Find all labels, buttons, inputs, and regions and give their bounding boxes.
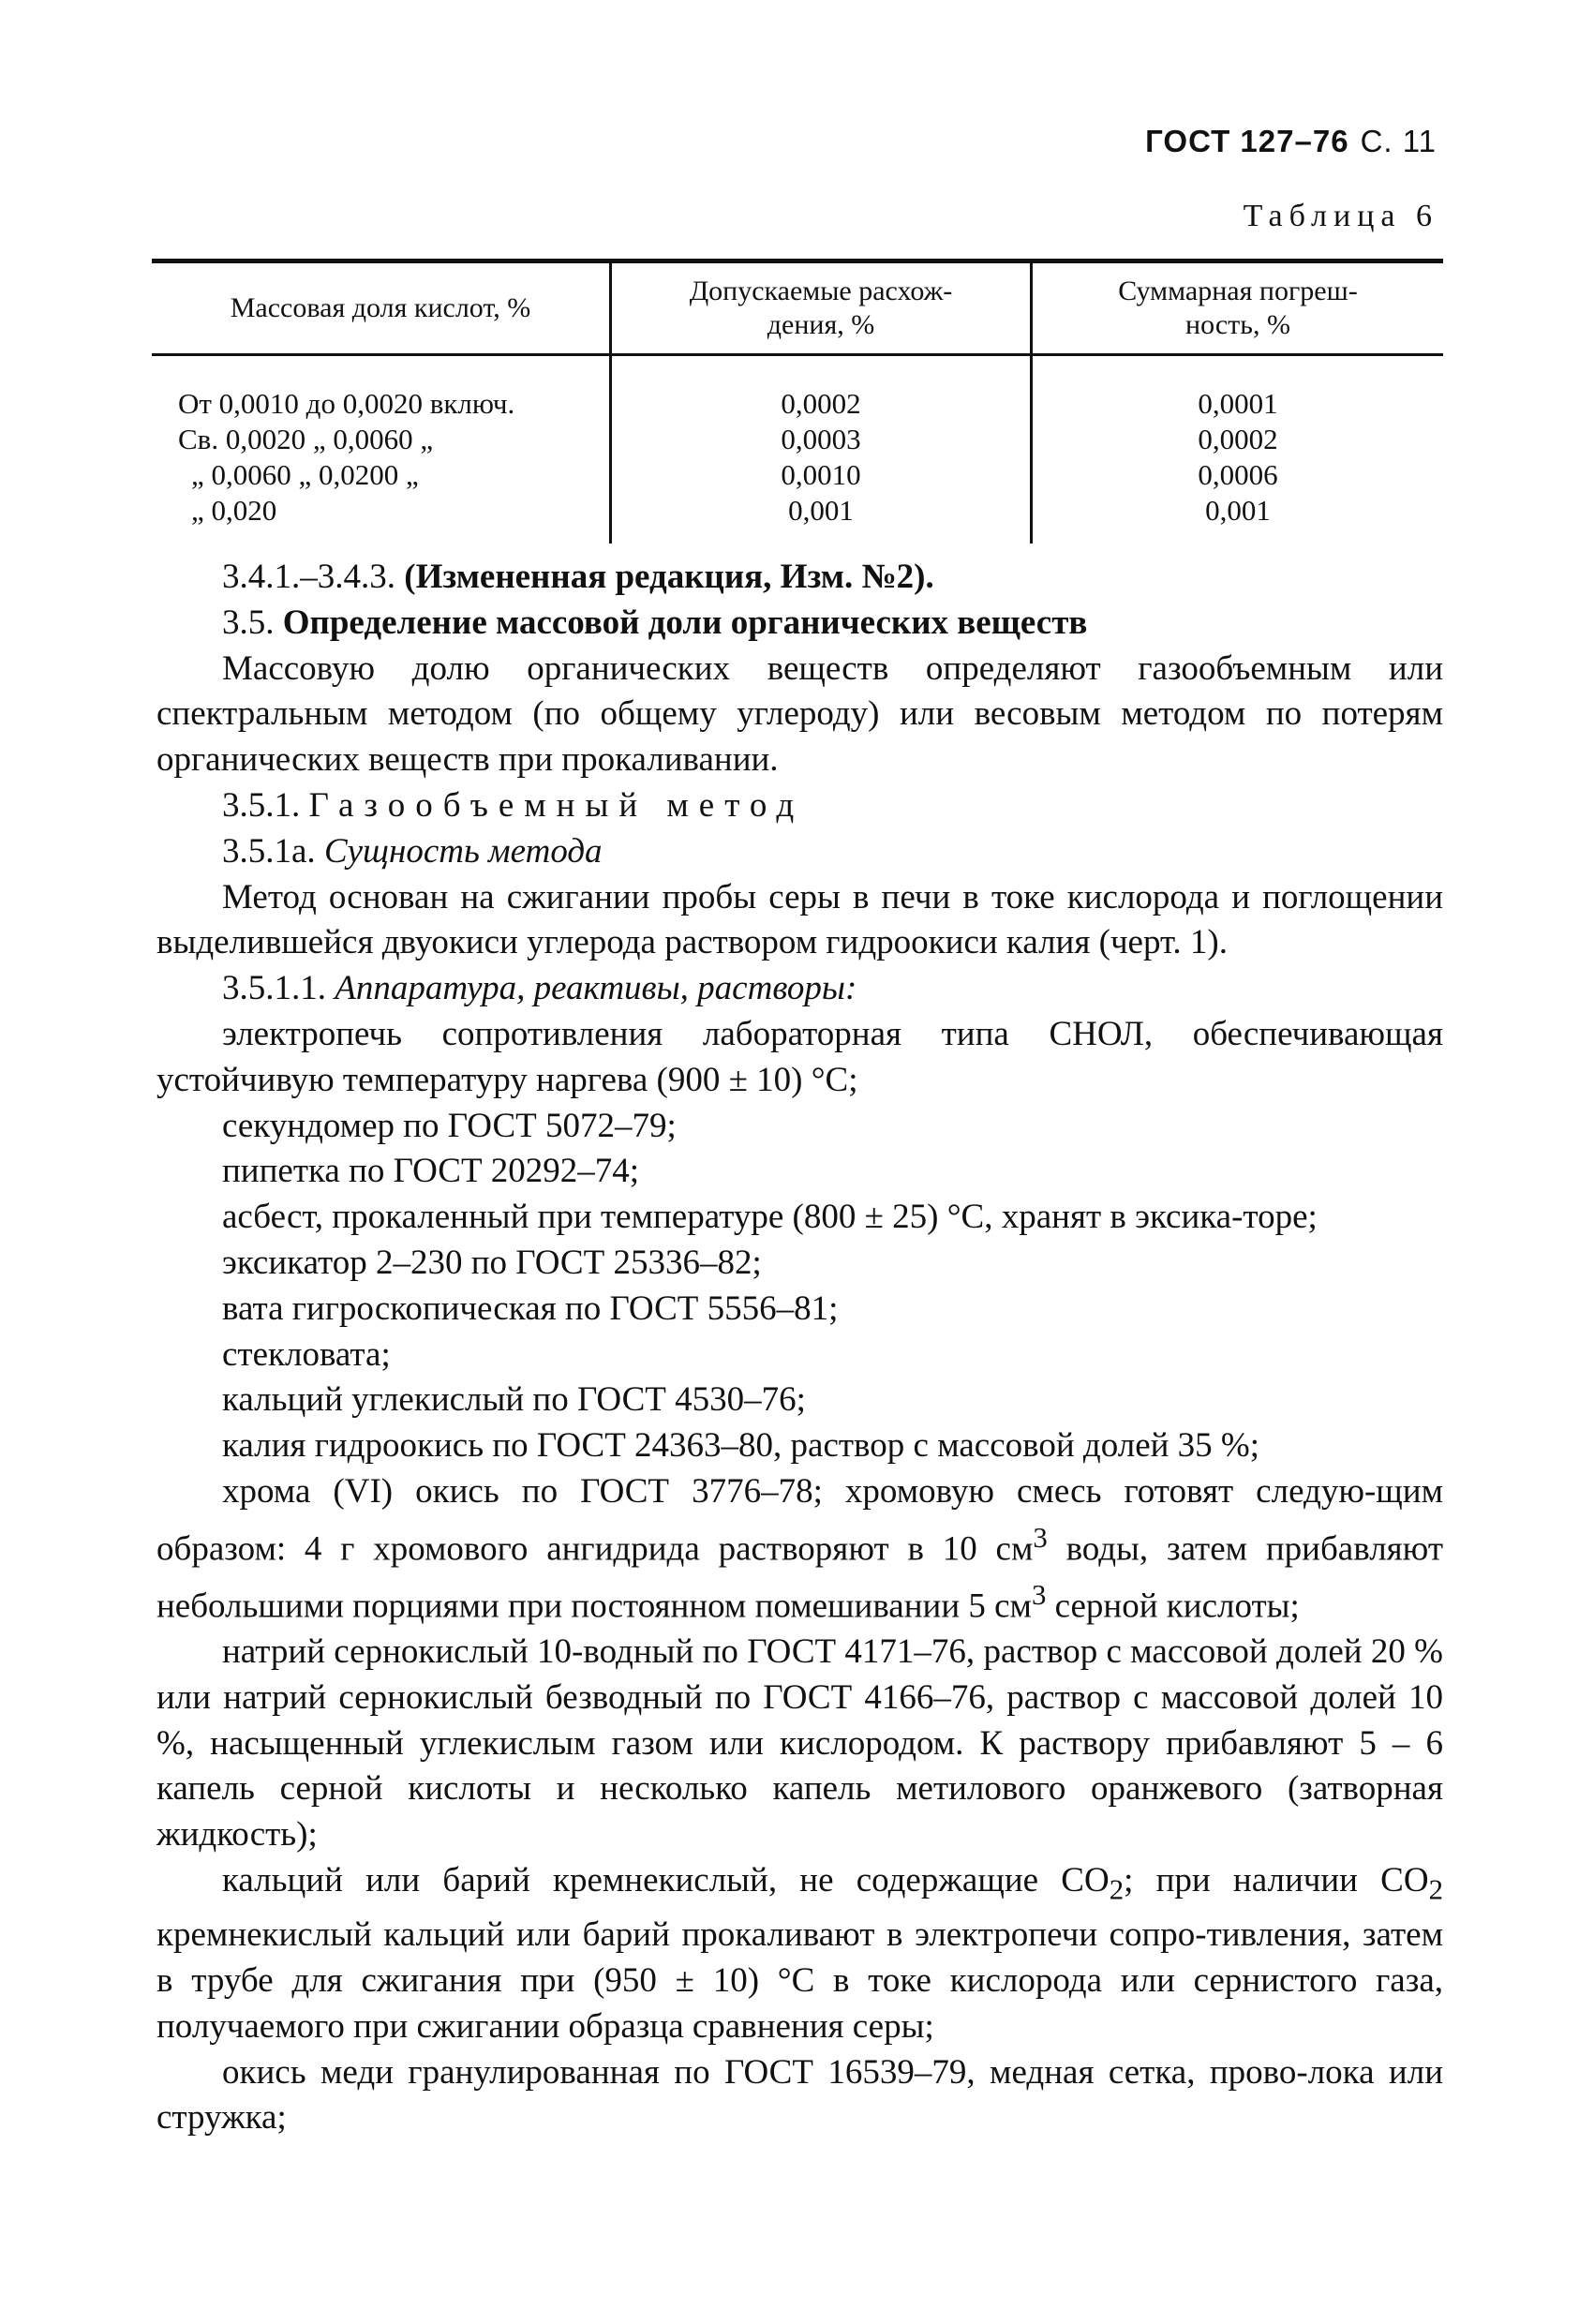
- table-header-mass-fraction: Массовая доля кислот, %: [230, 291, 531, 323]
- running-head: [1145, 124, 1437, 159]
- table-cell: „ 0,020: [191, 494, 277, 527]
- list-item: вата гигроскопическая по ГОСТ 5556–81;: [222, 1289, 839, 1328]
- table-cell: 0,001: [788, 494, 854, 527]
- table-cell: 0,0001: [1198, 387, 1278, 420]
- table-header-total-error: Суммарная погреш- ность, %: [1118, 275, 1358, 340]
- list-item: натрий сернокислый 10-водный по ГОСТ 4171–76, раствор с массовой долей 20 % или натрий сернокислый безводный по ГОСТ 4166–76, раствор с массовой долей 10 %, насыщенный углекислым газом или кислородом. К раствору прибавляют 5 – 6 капель серной кислоты и несколько капель метилового оранжевого (затворная жидкость);: [156, 1631, 1443, 1855]
- list-item: кальций или барий кремнекислый, не содержащие $СО_2$; при наличии $СО_2$ кремнекислый кальций или барий прокаливают в электропечи сопро-тивления, затем в трубе для сжигания при (950 ± 10) °С в токе кислорода или сернистого газа, получаемого при сжигании образца сравнения серы;: [156, 1860, 1443, 2046]
- list-item: асбест, прокаленный при температуре (800 ± 25) °С, хранят в эксика-торе;: [222, 1198, 1318, 1237]
- list-item: стекловата;: [222, 1334, 391, 1374]
- table-cell: От 0,0010 до 0,0020 включ.: [178, 387, 515, 420]
- table-cell: 0,0002: [781, 387, 861, 420]
- table-header-rule: [152, 353, 1443, 356]
- page-number: С. 11: [1360, 124, 1437, 158]
- table-cell: Св. 0,0020 „ 0,0060 „: [178, 423, 434, 455]
- list-item: окись меди гранулированная по ГОСТ 16539–79, медная сетка, прово-лока или стружка;: [156, 2052, 1443, 2138]
- list-item: электропечь сопротивления лабораторная типа СНОЛ, обеспечивающая устойчивую температуру наргева (900 ± 10) °С;: [156, 1014, 1443, 1099]
- subsection-heading-3-5-1a: 3.5.1а. Сущность метода: [222, 831, 603, 871]
- doc-code: ГОСТ 127–76: [1145, 124, 1349, 158]
- list-item: пипетка по ГОСТ 20292–74;: [222, 1152, 640, 1191]
- list-item: кальций углекислый по ГОСТ 4530–76;: [222, 1380, 806, 1420]
- table-cell: 0,0006: [1198, 458, 1278, 491]
- table-cell: 0,001: [1205, 494, 1271, 527]
- paragraph: Метод основан на сжигании пробы серы в печи в токе кислорода и поглощении выделившейся двуокиси углерода раствором гидроокиси калия (черт. 1).: [156, 877, 1443, 962]
- table-column-mass-fraction: [178, 386, 605, 529]
- list-item: эксикатор 2–230 по ГОСТ 25336–82;: [222, 1243, 762, 1282]
- list-item: калия гидроокись по ГОСТ 24363–80, раствор с массовой долей 35 %;: [222, 1426, 1260, 1466]
- table-column-allowed-discrepancy: [612, 386, 1030, 529]
- subsection-heading-3-5-1-1: 3.5.1.1. Аппаратура, реактивы, растворы:: [222, 969, 857, 1008]
- paragraph: Массовую долю органических веществ определяют газообъемным или спектральным методом (по общему углероду) или весовым методом по потерям органических веществ при прокаливании.: [156, 648, 1443, 780]
- table-caption: Таблица 6: [1243, 199, 1438, 233]
- list-item: хрома (VI) окись по ГОСТ 3776–78; хромовую смесь готовят следую-щим образом: 4 г хромового ангидрида растворяют в 10 $см^3$ воды, затем прибавляют небольшими порциями при постоянном помешивании 5 $см^3$ серной кислоты;: [156, 1471, 1443, 1626]
- section-heading-3-5: 3.5. Определение массовой доли органических веществ: [222, 603, 1088, 642]
- table-cell: 0,0002: [1198, 423, 1278, 455]
- table-column-total-error: [1033, 386, 1443, 529]
- table-cell: 0,0010: [781, 458, 861, 491]
- table-header-allowed-discrepancy: Допускаемые расхож- дения, %: [689, 275, 953, 340]
- table-cell: 0,0003: [781, 423, 861, 455]
- body-text: [156, 555, 1443, 2141]
- paragraph-amendment-note: 3.4.1.–3.4.3. (Измененная редакция, Изм. №2).: [222, 558, 934, 596]
- subsection-heading-3-5-1: 3.5.1. Газообъемный метод: [222, 785, 805, 825]
- list-item: секундомер по ГОСТ 5072–79;: [222, 1106, 677, 1145]
- table-cell: „ 0,0060 „ 0,0200 „: [191, 458, 419, 491]
